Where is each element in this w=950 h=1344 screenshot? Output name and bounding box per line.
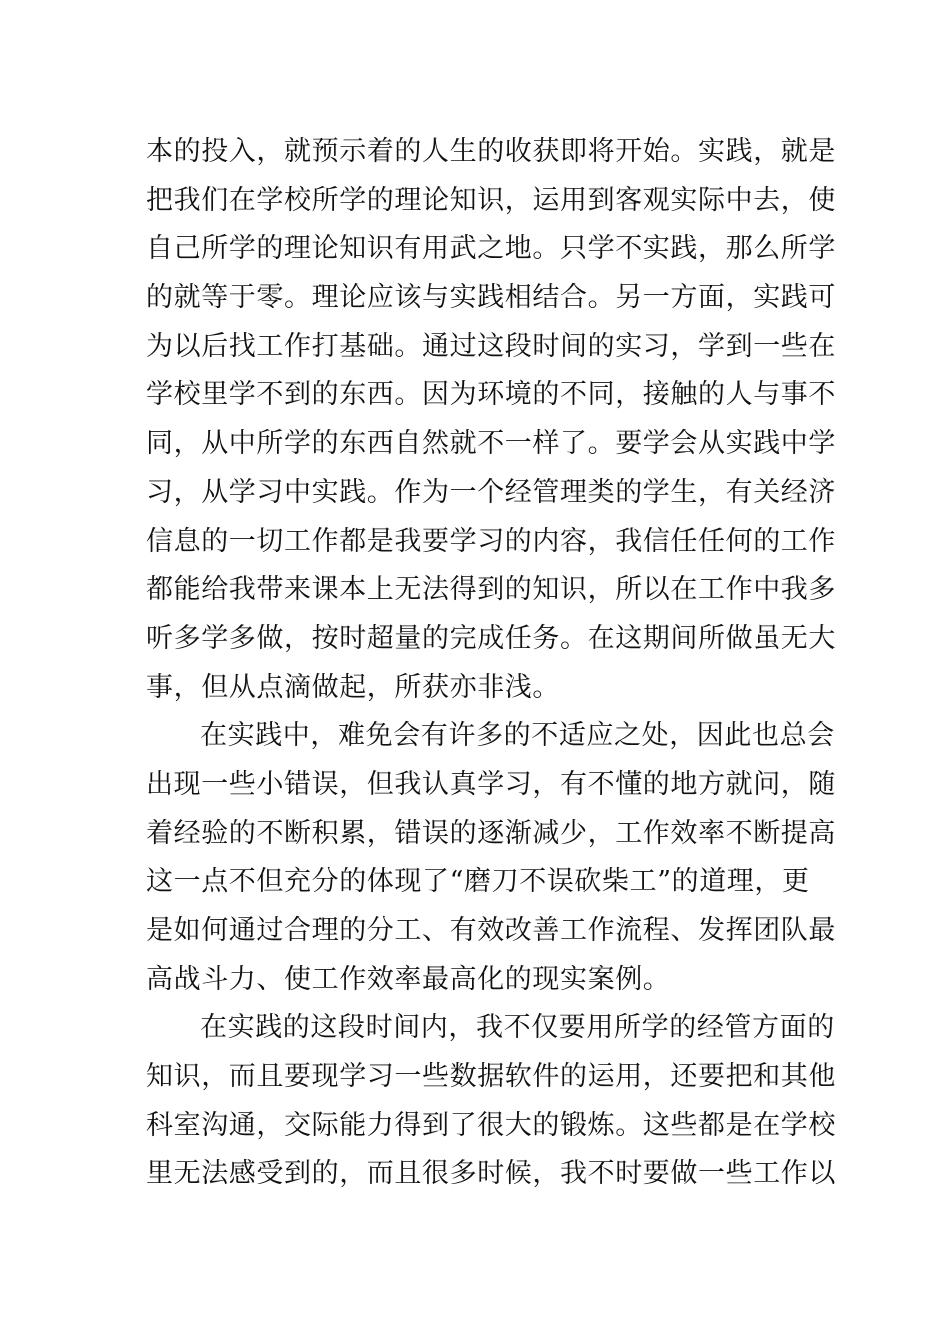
body-text <box>146 128 836 1199</box>
text-line: 信息的一切工作都是我要学习的内容，我信任任何的工作 <box>146 525 836 557</box>
text-line: 习，从学习中实践。作为一个经管理类的学生，有关经济 <box>146 476 836 508</box>
text-line: 事，但从点滴做起，所获亦非浅。 <box>146 671 560 703</box>
text-line: 高战斗力、使工作效率最高化的现实案例。 <box>146 963 671 995</box>
text-line: 着经验的不断积累，错误的逐渐减少，工作效率不断提高 <box>146 817 836 849</box>
text-line: 学校里学不到的东西。因为环境的不同，接触的人与事不 <box>146 379 836 411</box>
text-line: 知识，而且要现学习一些数据软件的运用，还要把和其他 <box>146 1061 836 1093</box>
text-line: 本的投入，就预示着的人生的收获即将开始。实践，就是 <box>146 136 836 167</box>
text-line: 的就等于零。理论应该与实践相结合。另一方面，实践可 <box>146 282 836 314</box>
text-line: 这一点不但充分的体现了“磨刀不误砍柴工”的道理，更 <box>146 866 810 898</box>
text-line: 为以后找工作打基础。通过这段时间的实习，学到一些在 <box>146 330 836 362</box>
text-line: 都能给我带来课本上无法得到的知识，所以在工作中我多 <box>146 574 836 606</box>
paragraph-start-line: 在实践的这段时间内，我不仅要用所学的经管方面的 <box>200 1012 835 1044</box>
text-line: 是如何通过合理的分工、有效改善工作流程、发挥团队最 <box>146 915 836 946</box>
paragraph-start-line: 在实践中，难免会有许多的不适应之处，因此也总会 <box>200 720 835 752</box>
text-line: 出现一些小错误，但我认真学习，有不懂的地方就问，随 <box>146 768 836 800</box>
text-line: 同，从中所学的东西自然就不一样了。要学会从实践中学 <box>146 428 836 460</box>
text-line: 科室沟通，交际能力得到了很大的锻炼。这些都是在学校 <box>146 1109 836 1141</box>
text-line: 自己所学的理论知识有用武之地。只学不实践，那么所学 <box>146 233 836 265</box>
text-line: 听多学多做，按时超量的完成任务。在这期间所做虽无大 <box>146 622 836 654</box>
text-line: 把我们在学校所学的理论知识，运用到客观实际中去，使 <box>146 184 836 216</box>
text-line: 里无法感受到的，而且很多时候，我不时要做一些工作以 <box>146 1158 836 1190</box>
